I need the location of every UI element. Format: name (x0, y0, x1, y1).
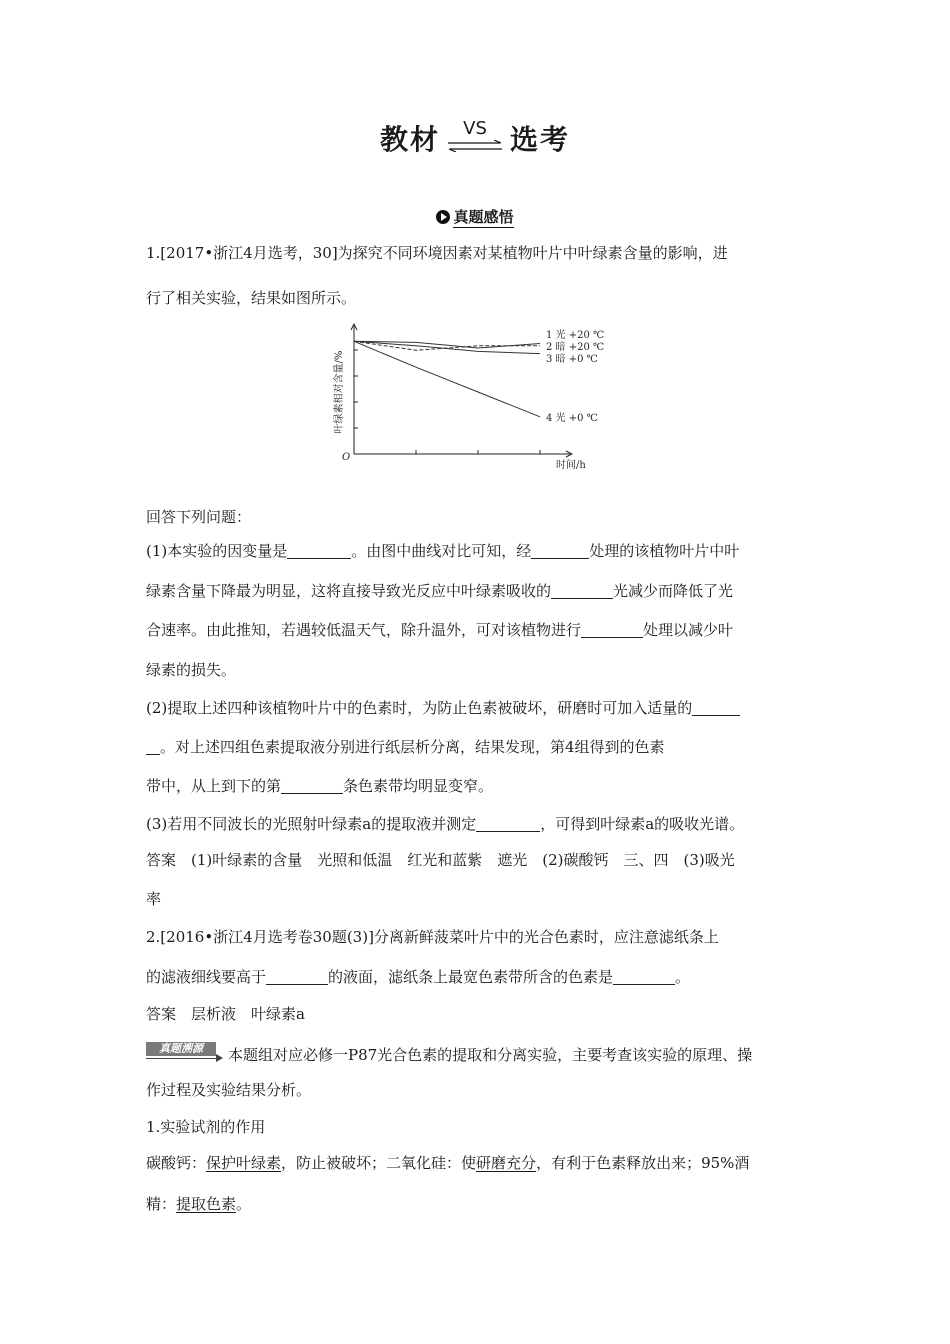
q2-line2 (146, 967, 816, 987)
source-badge (146, 1042, 224, 1062)
text-span: (3)若用不同波长的光照射叶绿素a的提取液并测定 (146, 815, 477, 833)
text-span: 。 (236, 1195, 252, 1213)
text-span: 合速率。由此推知，若遇较低温天气，除升温外，可对该植物进行 (146, 621, 582, 639)
answer-blank (266, 968, 328, 985)
arrow-right-icon (216, 1054, 223, 1062)
text-span: 带中，从上到下的第 (146, 777, 282, 795)
q1-part1-line1 (146, 541, 816, 561)
text-span: ，有利于色素释放出来；95%酒 (536, 1154, 750, 1172)
answer-blank (281, 777, 343, 794)
source-line1 (146, 1042, 816, 1065)
text-span: (2)提取上述四种该植物叶片中的色素时，为防止色素被破坏，研磨时可加入适量的 (146, 699, 693, 717)
series-label-2: 2 暗 +20 ℃ (546, 342, 605, 353)
text-span: 精： (146, 1195, 177, 1213)
q1-line2: 行了相关实验，结果如图所示。 (146, 289, 357, 307)
q1-part1-line2 (146, 581, 816, 601)
q1-part1-line4: 绿素的损失。 (146, 661, 237, 679)
text-span: ，防止被破坏；二氧化硅：使 (281, 1154, 477, 1172)
underlined-text: 提取色素 (176, 1195, 237, 1213)
series-label-3: 3 暗 +0 ℃ (546, 354, 598, 365)
origin-label: O (342, 452, 351, 463)
q2-answer: 答案 层析液 叶绿素a (146, 1005, 305, 1023)
text-span: (1)本实验的因变量是 (146, 542, 288, 560)
answer-blank (287, 542, 351, 559)
text-span: ，可得到叶绿素a的吸收光谱。 (540, 815, 745, 833)
chlorophyll-chart (330, 322, 620, 472)
underlined-text: 研磨充分 (476, 1154, 537, 1172)
q1-part1-line3 (146, 620, 816, 640)
q1-part2-line2 (146, 737, 816, 757)
text-span: 条色素带均明显变窄。 (343, 777, 494, 795)
q1-part2-line1 (146, 698, 816, 718)
text-span: 光减少而降低了光 (613, 582, 734, 600)
text-span: 碳酸钙： (146, 1154, 207, 1172)
answer-blank (476, 815, 540, 832)
text-span: 处理的该植物叶片中叶 (589, 542, 740, 560)
q2-line1: 2.[2016•浙江4月选考卷30题(3)]分离新鲜菠菜叶片中的光合色素时，应注意滤纸条上 (146, 928, 719, 946)
series-label-1: 1 光 +20 ℃ (546, 330, 605, 341)
q1-answer-line2: 率 (146, 890, 162, 908)
header-vs (446, 120, 504, 152)
header-left-text: 教材 (379, 123, 440, 156)
point1-line1 (146, 1153, 816, 1173)
answer-blank (692, 699, 740, 716)
text-span: 。由图中曲线对比可知，经 (351, 542, 532, 560)
x-axis-label: 时间/h (556, 460, 586, 471)
double-arrow-icon (446, 140, 504, 152)
q1-part3-line1 (146, 814, 816, 834)
series-line-1 (354, 341, 540, 348)
header-vs-text: VS (463, 118, 487, 139)
text-span: 本题组对应必修一P87光合色素的提取和分离实验，主要考查该实验的原理、操 (228, 1046, 753, 1064)
answer-blank (613, 968, 675, 985)
point1-heading: 1.实验试剂的作用 (146, 1118, 266, 1136)
answer-blank (551, 582, 613, 599)
section-title-text: 真题感悟 (453, 208, 514, 226)
text-span: 。 (675, 968, 691, 986)
text-span: 的滤液细线要高于 (146, 968, 267, 986)
source-line2: 作过程及实验结果分析。 (146, 1081, 312, 1099)
series-line-3 (354, 341, 540, 353)
y-axis-label: 叶绿素相对含量/% (334, 350, 345, 434)
text-span: 的液面，滤纸条上最宽色素带所含的色素是 (328, 968, 614, 986)
play-icon (436, 210, 450, 224)
answer-blank (531, 542, 589, 559)
header-right-text: 选考 (510, 123, 571, 156)
q1-prompt: 回答下列问题： (146, 508, 252, 526)
q1-answer-line1: 答案 (1)叶绿素的含量 光照和低温 红光和蓝紫 遮光 (2)碳酸钙 三、四 (3)吸光 (146, 851, 735, 869)
q1-part2-line3 (146, 776, 816, 796)
chart-svg (330, 322, 620, 472)
underlined-text: 保护叶绿素 (206, 1154, 282, 1172)
text-span: 。对上述四组色素提取液分别进行纸层析分离，结果发现，第4组得到的色素 (160, 738, 665, 756)
q1-line1: 1.[2017•浙江4月选考，30]为探究不同环境因素对某植物叶片中叶绿素含量的影响，进 (146, 244, 728, 262)
point1-line2 (146, 1194, 816, 1214)
page-header (0, 118, 950, 188)
badge-underline (146, 1058, 218, 1059)
section-title (0, 206, 950, 227)
source-badge-text: 真题溯源 (146, 1042, 216, 1056)
text-span: 处理以减少叶 (643, 621, 734, 639)
text-span: 绿素含量下降最为明显，这将直接导致光反应中叶绿素吸收的 (146, 582, 552, 600)
answer-blank (146, 738, 160, 755)
answer-blank (581, 621, 643, 638)
series-label-4: 4 光 +0 ℃ (546, 412, 598, 424)
